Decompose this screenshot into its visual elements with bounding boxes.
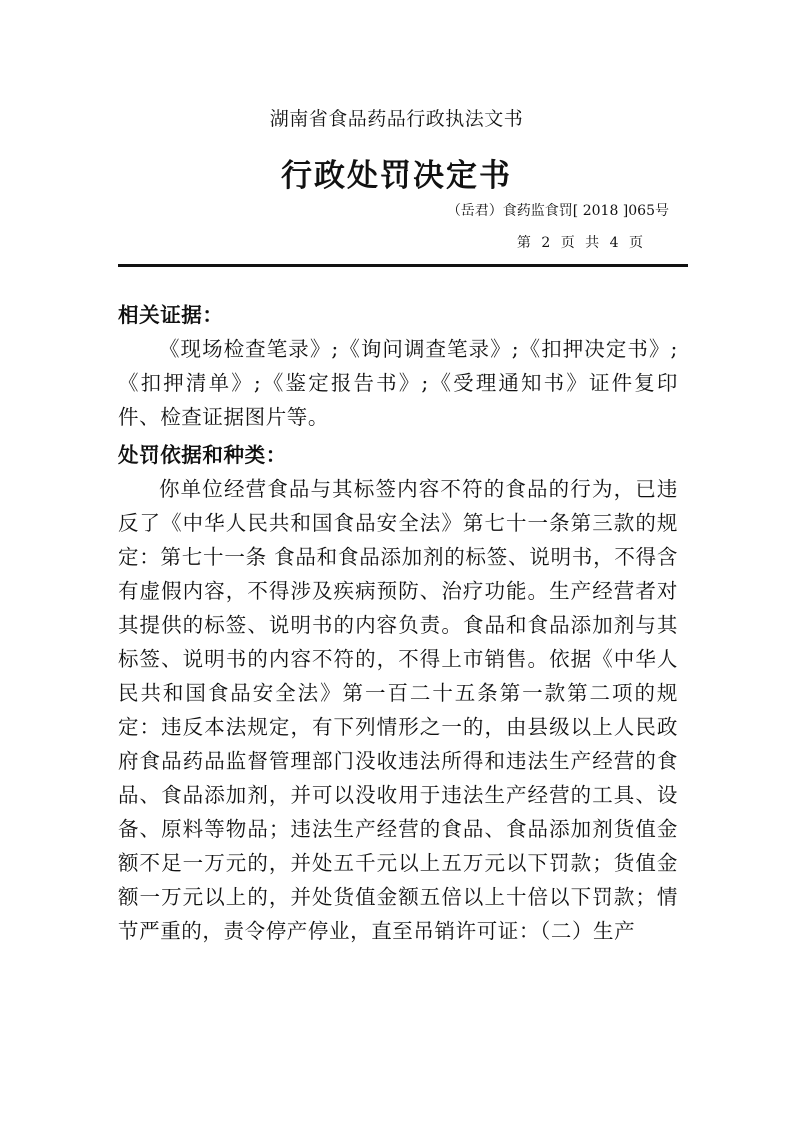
penalty-basis-heading: 处罚依据和种类： xyxy=(118,443,287,467)
header-divider xyxy=(118,264,688,267)
penalty-basis-paragraph: 你单位经营食品与其标签内容不符的食品的行为，已违反了《中华人民共和国食品安全法》第七十一条第三款的规定：第七十一条 食品和食品添加剂的标签、说明书，不得含有虚假内容，不得涉及疾病预防、治疗功能。生产经营者对其提供的标签、说明书的内容负责。食品和食品添加剂与其标签、说明书的内容不符的，不得上市销售。依据《中华人民共和国食品安全法》第一百二十五条第一款第二项的规定：违反本法规定，有下列情形之一的，由县级以上人民政府食品药品监督管理部门没收违法所得和违法生产经营的食品、食品添加剂，并可以没收用于违法生产经营的工具、设备、原料等物品；违法生产经营的食品、食品添加剂货值金额不足一万元的，并处五千元以上五万元以下罚款；货值金额一万元以上的，并处货值金额五倍以上十倍以下罚款；情节严重的，责令停产停业，直至吊销许可证：（二）生产 xyxy=(118,477,678,943)
evidence-heading: 相关证据： xyxy=(118,303,224,327)
document-reference-number: （岳君）食药监食罚[ 2018 ]065号 xyxy=(446,203,669,219)
evidence-paragraph: 《现场检查笔录》;《询问调查笔录》;《扣押决定书》;《扣押清单》;《鉴定报告书》;《受理通知书》证件复印件、检查证据图片等。 xyxy=(118,337,678,429)
page-number: 第 2 页 共 4 页 xyxy=(516,235,643,251)
document-title: 行政处罚决定书 xyxy=(281,158,512,194)
issuing-organization: 湖南省食品药品行政执法文书 xyxy=(269,108,524,130)
document-body xyxy=(118,294,678,948)
